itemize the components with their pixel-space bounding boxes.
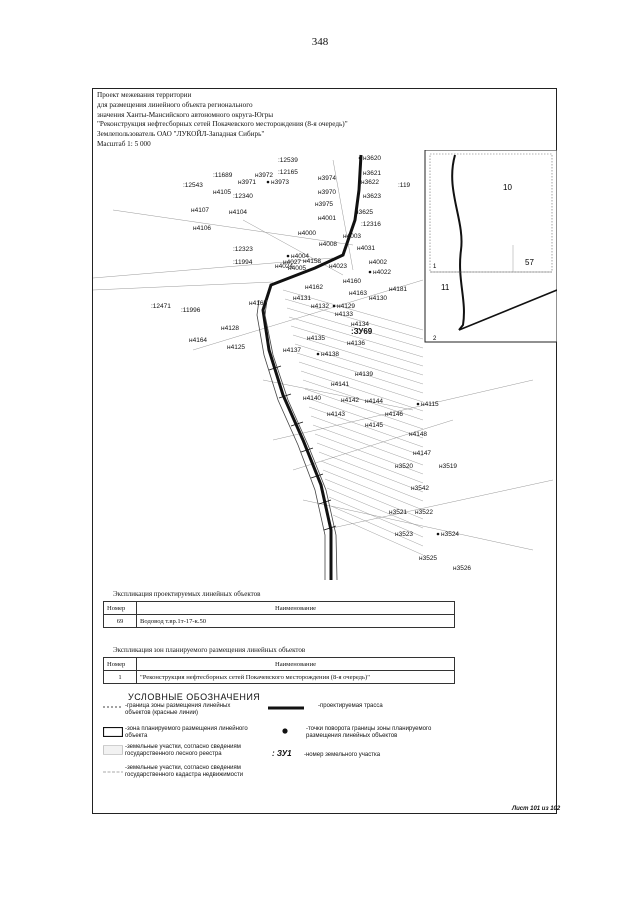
point-label: н4162	[305, 284, 324, 291]
point-label: н4004	[291, 253, 310, 260]
legend-zone: -зона планируемого размещения линейного объекта	[125, 726, 248, 739]
point-label: н4140	[303, 395, 322, 402]
point-label: н4000	[298, 230, 317, 237]
point-label: н3970	[318, 189, 337, 196]
legend-cadastre: -земельные участки, согласно сведениям государственного кадастра недвижимости	[125, 765, 244, 778]
point-label: н3522	[415, 509, 434, 516]
legend-zu: -номер земельного участка	[304, 752, 381, 758]
parcel-label: :11689	[213, 172, 233, 179]
point-label: н4148	[409, 431, 428, 438]
point-label: н4024	[275, 263, 294, 270]
legend-route: -проектируемая трасса	[318, 703, 383, 709]
turn-point-icon	[287, 255, 290, 258]
point-label: н4160	[343, 278, 362, 285]
point-label: н3621	[363, 170, 382, 177]
title-line-1: Проект межевания территории	[97, 91, 192, 99]
t1-header-number: Номер	[104, 602, 137, 615]
legend-forest: -земельные участки, согласно сведениям государственного лесного реестра	[125, 744, 241, 757]
point-label: н4181	[389, 286, 408, 293]
t2-header-name: Наименование	[137, 658, 455, 671]
t1-row-name: Водовод т.вр.1т-17-к.50	[137, 615, 455, 628]
point-label: н4005	[288, 265, 307, 272]
point-label: н4138	[321, 351, 340, 358]
parcel-label: :12340	[233, 193, 253, 200]
table-zones	[103, 657, 455, 684]
point-label: н4135	[307, 335, 326, 342]
title-line-2: для размещения линейного объекта регионального	[97, 100, 253, 109]
point-label: н3623	[363, 193, 382, 200]
point-label: н4027	[283, 259, 302, 266]
forest-swatch	[103, 745, 123, 755]
point-label: н4129	[337, 303, 356, 310]
turn-point-icon	[417, 403, 420, 406]
point-label: н4107	[191, 207, 210, 214]
point-label: н4008	[319, 241, 338, 248]
title-line-5: Землепользователь ОАО "ЛУКОЙЛ-Западная Сибирь"	[97, 130, 265, 139]
turn-point-icon	[437, 533, 440, 536]
parcel-label: :11996	[181, 307, 201, 314]
point-label: н4106	[193, 225, 212, 232]
parcel-label: :12165	[278, 169, 298, 176]
zone-swatch	[103, 727, 123, 737]
point-label: н4142	[341, 397, 360, 404]
point-label: н4105	[213, 189, 232, 196]
parcel-label: :11994	[233, 259, 253, 266]
cadastral-map	[93, 150, 557, 585]
point-label: н3525	[419, 555, 438, 562]
point-label: н3523	[395, 531, 414, 538]
point-label: н3524	[441, 531, 460, 538]
inset-label: 1	[433, 264, 437, 270]
inset-label: 11	[441, 283, 450, 292]
turn-point-icon	[317, 353, 320, 356]
table-row	[104, 615, 455, 628]
table-row	[104, 671, 455, 684]
point-label: н3519	[439, 463, 458, 470]
point-label: н4165	[249, 300, 268, 307]
point-label: н4146	[385, 411, 404, 418]
zu-symbol: : ЗУ1	[272, 749, 292, 758]
point-label: н4104	[229, 209, 248, 216]
point-label: н3622	[361, 179, 380, 186]
inset-label: 57	[525, 258, 534, 267]
legend-red-lines: -граница зоны размещения линейных объектов (красные линии)	[125, 703, 231, 716]
t2-row-name: "Реконструкция нефтесборных сетей Покачевского месторождения (8-я очередь)"	[137, 671, 455, 684]
point-label: н4131	[293, 295, 312, 302]
legend-turn-points: -точки поворота границы зоны планируемого размещения линейных объектов	[306, 726, 432, 739]
point-label: н3521	[389, 509, 408, 516]
point-label: н4141	[331, 381, 350, 388]
t1-row-number: 69	[104, 615, 137, 628]
point-label: н4137	[283, 347, 302, 354]
parcel-label: :12543	[183, 182, 203, 189]
parcel-label: :12316	[361, 221, 381, 228]
turn-point-icon	[333, 305, 336, 308]
inset-label: 10	[503, 183, 512, 192]
point-label: н4002	[369, 259, 388, 266]
point-label: н4023	[329, 263, 348, 270]
legend-title: УСЛОВНЫЕ ОБОЗНАЧЕНИЯ	[128, 692, 261, 702]
parcel-label: :12471	[151, 303, 171, 310]
title-line-6: Масштаб 1: 5 000	[97, 139, 151, 148]
point-label: н4144	[365, 398, 384, 405]
point-label: н3974	[318, 175, 337, 182]
zu-label: :ЗУ69	[351, 327, 373, 336]
point-label: н4134	[351, 321, 370, 328]
turn-point-icon	[280, 726, 290, 736]
point-label: н3625	[355, 209, 374, 216]
t2-row-number: 1	[104, 671, 137, 684]
point-label: н3972	[255, 172, 274, 179]
table-linear-objects	[103, 601, 455, 628]
point-label: н4125	[227, 344, 246, 351]
cadastre-swatch	[103, 767, 123, 777]
point-label: н3520	[395, 463, 414, 470]
point-label: н4001	[318, 215, 337, 222]
zone-boundary	[265, 300, 340, 580]
point-label: н4115	[421, 401, 439, 408]
point-label: н3526	[453, 565, 472, 572]
parcel-label: :12323	[233, 246, 253, 253]
inset-map	[425, 150, 557, 342]
turn-point-icon	[369, 271, 372, 274]
title-line-4: "Реконструкция нефтесборных сетей Покачевского месторождения (8-я очередь)"	[97, 120, 348, 129]
route-swatch	[268, 705, 304, 711]
inset-label: 2	[433, 336, 437, 342]
point-label: н4136	[347, 340, 366, 347]
point-label: н4147	[413, 450, 432, 457]
point-label: н4139	[355, 371, 374, 378]
point-label: н4132	[311, 303, 330, 310]
point-label: н4031	[357, 245, 376, 252]
title-block	[97, 91, 348, 150]
inset-frame	[425, 150, 557, 342]
t1-header-name: Наименование	[137, 602, 455, 615]
point-label: н4130	[369, 295, 388, 302]
page-number: 348	[311, 36, 329, 48]
point-label: н4003	[343, 233, 362, 240]
turn-point-icon	[359, 157, 362, 160]
point-label: н3971	[238, 179, 257, 186]
red-lines-swatch	[103, 703, 123, 711]
point-label: н3973	[271, 179, 290, 186]
point-label: н3542	[411, 485, 430, 492]
point-label: н3620	[363, 155, 382, 162]
point-label: н4022	[373, 269, 392, 276]
point-label: н3975	[315, 201, 334, 208]
section1-title: Экспликация проектируемых линейных объектов	[113, 590, 261, 598]
parcel-label: :119	[398, 182, 411, 189]
turn-point-icon	[267, 181, 270, 184]
route-group	[257, 155, 361, 580]
point-label: н4164	[189, 337, 208, 344]
point-label: н4145	[365, 422, 384, 429]
t2-header-number: Номер	[104, 658, 137, 671]
point-label: н4163	[349, 290, 368, 297]
point-label: н4133	[335, 311, 354, 318]
section2-title: Экспликация зон планируемого размещения линейных объектов	[113, 646, 306, 654]
title-line-3: значения Ханты-Мансийского автономного округа-Югры	[97, 110, 274, 119]
point-label: н4128	[221, 325, 240, 332]
sheet-number: Лист 101 из 102	[512, 806, 561, 812]
parcel-label: :12539	[278, 157, 298, 164]
point-label: н4158	[303, 258, 322, 265]
point-label: н4143	[327, 411, 346, 418]
